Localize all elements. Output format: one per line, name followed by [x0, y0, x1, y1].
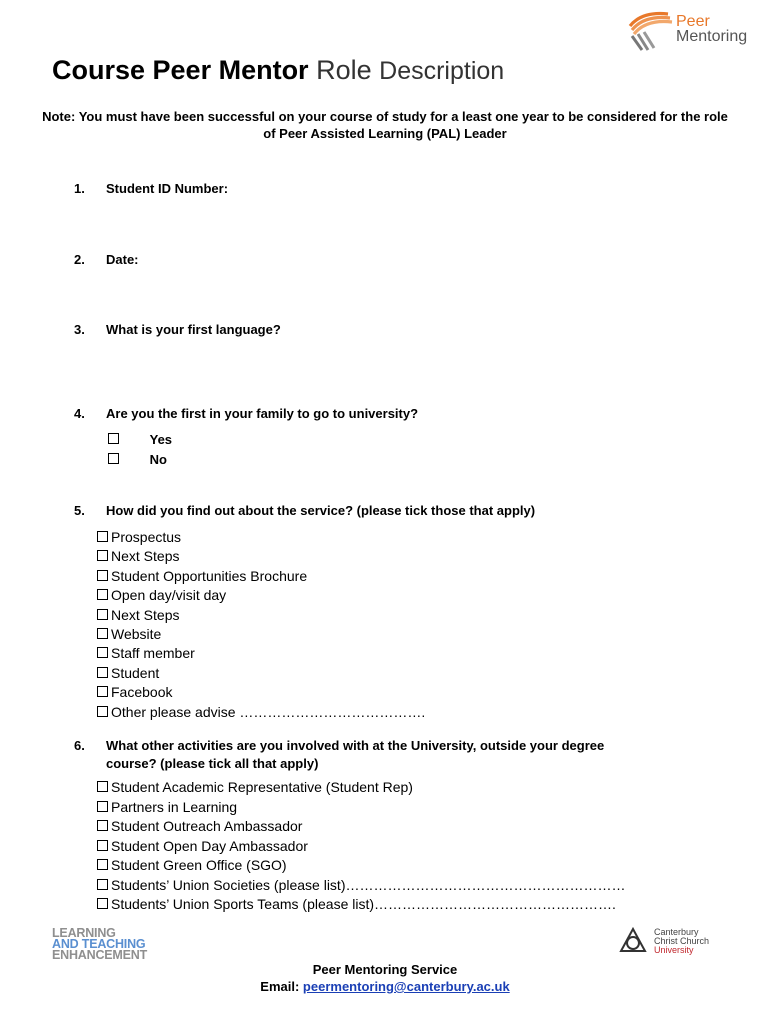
option-label: Staff member — [111, 645, 195, 662]
option-open-day-ambassador[interactable] — [97, 838, 626, 858]
checkbox[interactable] — [97, 820, 108, 831]
option-facebook[interactable] — [97, 684, 425, 703]
checkbox[interactable] — [97, 801, 108, 812]
option-label: Next Steps — [111, 606, 180, 623]
option-label: Student — [111, 664, 160, 681]
checkbox[interactable] — [97, 531, 108, 542]
checkbox[interactable] — [97, 667, 108, 678]
option-staff-member[interactable] — [97, 645, 425, 664]
question-text: Are you the first in your family to go to university? — [106, 406, 419, 421]
option-open-day[interactable] — [97, 587, 425, 606]
checkbox[interactable] — [97, 879, 108, 890]
question-number: 6. — [74, 738, 85, 753]
lte-line-3: ENHANCEMENT — [52, 948, 148, 962]
logo-text-mentoring: Mentoring — [676, 28, 748, 45]
checkbox[interactable] — [97, 781, 108, 792]
option-student[interactable] — [97, 665, 425, 684]
question-text: How did you find out about the service? (please tick those that apply) — [106, 503, 536, 518]
eligibility-note: Note: You must have been successful on your course of study for a least one year to be considered for the role of Peer Assisted Learning (PAL) Leader — [42, 109, 728, 141]
email-label: Email: — [260, 979, 300, 994]
option-label: Student Outreach Ambassador — [111, 818, 303, 834]
option-next-steps[interactable] — [97, 548, 425, 567]
option-label: Yes — [149, 432, 173, 447]
ccu-line-1: Canterbury — [654, 927, 699, 937]
option-label: Partners in Learning — [111, 798, 238, 815]
option-label: Student Academic Representative (Student Rep) — [111, 779, 413, 795]
option-website[interactable] — [97, 626, 425, 645]
option-yes[interactable] — [108, 432, 172, 447]
lte-line-1: LEARNING — [52, 926, 116, 940]
email-link[interactable]: peermentoring@canterbury.ac.uk — [302, 979, 510, 994]
option-prospectus[interactable] — [97, 529, 425, 548]
checkbox[interactable] — [97, 647, 108, 658]
checkbox[interactable] — [97, 589, 108, 600]
option-opportunities-brochure[interactable] — [97, 568, 425, 587]
option-label: Other please advise …………………………………. — [111, 703, 426, 720]
option-green-office[interactable] — [97, 857, 626, 877]
option-union-sports[interactable] — [97, 896, 626, 916]
peer-mentoring-logo-icon — [628, 8, 674, 52]
question-number: 3. — [74, 322, 85, 337]
question-number: 1. — [74, 181, 85, 196]
footer-service: Peer Mentoring Service — [312, 962, 458, 977]
option-label: Student Opportunities Brochure — [111, 567, 308, 584]
option-label: Students’ Union Societies (please list)…………………………………………………… — [111, 876, 626, 893]
question-text: Student ID Number: — [106, 181, 229, 196]
q6-options — [97, 779, 626, 916]
option-no[interactable] — [108, 452, 167, 467]
option-label: Facebook — [111, 684, 173, 701]
ccu-line-2: Christ Church — [654, 936, 710, 946]
title-part-bold: Course Peer Mentor — [52, 55, 309, 85]
question-number: 5. — [74, 503, 85, 518]
logo-text-peer: Peer — [676, 13, 710, 30]
ccu-line-3: University — [654, 945, 694, 955]
option-label: Website — [111, 625, 162, 642]
option-outreach-ambassador[interactable] — [97, 818, 626, 838]
ccu-logo — [616, 926, 746, 958]
title-part-role: Role — [316, 55, 372, 85]
ccu-emblem-icon — [616, 926, 650, 956]
question-number: 4. — [74, 406, 85, 421]
checkbox[interactable] — [97, 570, 108, 581]
option-union-societies[interactable] — [97, 877, 626, 897]
checkbox[interactable] — [97, 628, 108, 639]
question-text-continued: course? (please tick all that apply) — [106, 756, 319, 771]
q5-options — [97, 529, 425, 723]
option-partners-in-learning[interactable] — [97, 799, 626, 819]
title-part-description: Description — [379, 57, 505, 85]
option-label: Student Open Day Ambassador — [111, 837, 308, 854]
checkbox[interactable] — [97, 840, 108, 851]
option-label: Open day/visit day — [111, 587, 227, 604]
option-student-rep[interactable] — [97, 779, 626, 799]
option-label: No — [149, 452, 167, 467]
checkbox[interactable] — [108, 453, 119, 464]
question-number: 2. — [74, 252, 85, 267]
checkbox[interactable] — [97, 898, 108, 909]
checkbox[interactable] — [97, 609, 108, 620]
lte-logo — [52, 928, 147, 961]
page-title — [52, 55, 504, 86]
checkbox[interactable] — [97, 706, 108, 717]
footer-email — [0, 979, 770, 994]
checkbox[interactable] — [97, 859, 108, 870]
question-text: What other activities are you involved with at the University, outside your degree — [106, 738, 605, 753]
checkbox[interactable] — [97, 686, 108, 697]
option-label: Prospectus — [111, 529, 182, 545]
lte-line-2: AND TEACHING — [52, 937, 146, 951]
option-label: Student Green Office (SGO) — [111, 857, 287, 873]
option-label: Students’ Union Sports Teams (please list)……………………………………………. — [111, 896, 616, 912]
option-label: Next Steps — [111, 548, 180, 565]
peer-mentoring-logo — [628, 8, 758, 52]
option-other[interactable] — [97, 704, 425, 723]
question-text: What is your first language? — [106, 322, 281, 337]
checkbox[interactable] — [97, 550, 108, 561]
question-text: Date: — [106, 252, 139, 267]
checkbox[interactable] — [108, 433, 119, 444]
option-next-steps-2[interactable] — [97, 607, 425, 626]
